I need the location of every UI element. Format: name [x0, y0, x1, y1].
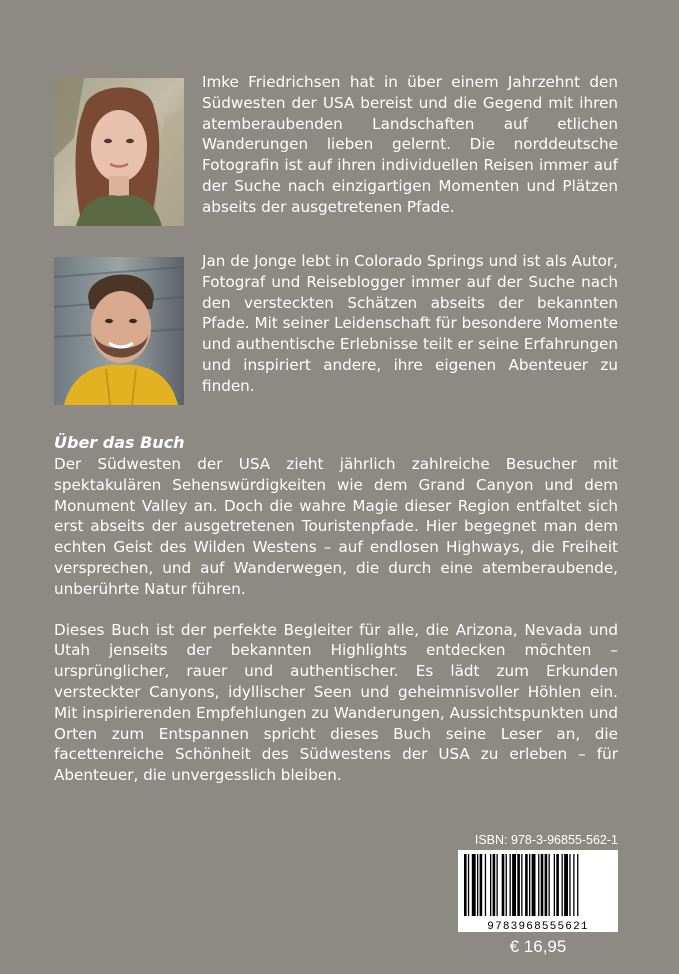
- barcode-bar: [549, 854, 550, 916]
- barcode-bar: [472, 854, 476, 916]
- barcode-bar: [521, 854, 522, 916]
- barcode-bar: [517, 854, 520, 916]
- barcode-bar: [541, 854, 544, 916]
- barcode-number: 9783968555621: [487, 921, 589, 932]
- barcode-bar: [569, 854, 570, 916]
- barcode-bar: [545, 854, 548, 916]
- barcode-bar: [538, 854, 539, 916]
- author-photo-imke: [54, 78, 184, 226]
- about-paragraph-2: Dieses Buch ist der perfekte Begleiter für alle, die Arizona, Nevada und Utah jenseits der bekannten Highlights entdecken möchten – ursprünglicher, rauer und authentischer. Es lädt zum Erkunden versteckter Canyons, idyllischer Seen und geheimnisvoller Höhlen ein. Mit inspirierenden Empfehlungen zu Wanderungen, Aussichtspunkten und Orten zum Entspannen spricht dieses Buch seine Leser an, die facettenreiche Schönheit des Südwestens der USA zu erleben – für Abenteuer, die unvergesslich bleiben.: [54, 620, 618, 785]
- barcode-bar: [564, 854, 568, 916]
- barcode-bar: [490, 854, 491, 916]
- about-paragraph-1: Der Südwesten der USA zieht jährlich zahlreiche Besucher mit spektakulären Sehenswürdigkeiten wie dem Grand Canyon und dem Monument Valley an. Doch die wahre Magie dieser Region entfaltet sich erst abseits der ausgetretenen Touristenpfade. Hier begegnet man dem echten Geist des Wilden Westens – auf endlosen Highways, die Freiheit versprechen, und auf Wanderwegen, die durch eine atemberaubende, unberührte Natur führen.: [54, 455, 618, 598]
- barcode-bar: [532, 854, 536, 916]
- about-title: Über das Buch: [54, 433, 185, 452]
- author-bio-jan: Jan de Jonge lebt in Colorado Springs und ist als Autor, Fotograf und Reiseblogger immer auf der Suche nach den versteckten Schätzen abseits der bekannten Pfade. Mit seiner Leidenschaft für besondere Momente und authentische Erlebnisse teilt er seine Erfahrungen und inspiriert andere, ihre eigenen Abenteuer zu finden.: [202, 252, 618, 395]
- barcode-graphic: [458, 850, 618, 932]
- barcode-bar: [497, 854, 498, 916]
- author-photo-jan: [54, 257, 184, 405]
- about-section: [54, 432, 618, 786]
- author-bio-imke: Imke Friedrichsen hat in über einem Jahrzehnt den Südwesten der USA bereist und die Gegend mit ihren atemberaubenden Landschaften auf etlichen Wanderungen lieben gelernt. Die norddeutsche Fotografin ist auf ihren individuellen Reisen immer auf der Suche nach einzigartigen Momenten und Plätzen abseits der ausgetretenen Pfade.: [202, 73, 618, 216]
- barcode-bar: [512, 854, 516, 916]
- barcode-bar: [468, 854, 469, 916]
- barcode-bar: [554, 854, 555, 916]
- price: € 16,95: [509, 937, 567, 956]
- barcode-bar: [506, 854, 507, 916]
- barcode-bar: [562, 854, 563, 916]
- barcode-bar: [464, 854, 467, 916]
- barcode-bar: [485, 854, 486, 916]
- barcode-bar: [477, 854, 478, 916]
- barcode-bar: [529, 854, 530, 916]
- barcode-bar: [525, 854, 528, 916]
- isbn-block: [458, 832, 618, 932]
- barcode-bar: [493, 854, 496, 916]
- barcode: [458, 850, 618, 932]
- barcode-bar: [556, 854, 559, 916]
- barcode-bar: [510, 854, 511, 916]
- barcode-bar: [577, 854, 578, 916]
- isbn-label: ISBN: 978-3-96855-562-1: [474, 833, 618, 847]
- barcode-bar: [502, 854, 505, 916]
- barcode-bar: [573, 854, 574, 916]
- barcode-bar: [480, 854, 483, 916]
